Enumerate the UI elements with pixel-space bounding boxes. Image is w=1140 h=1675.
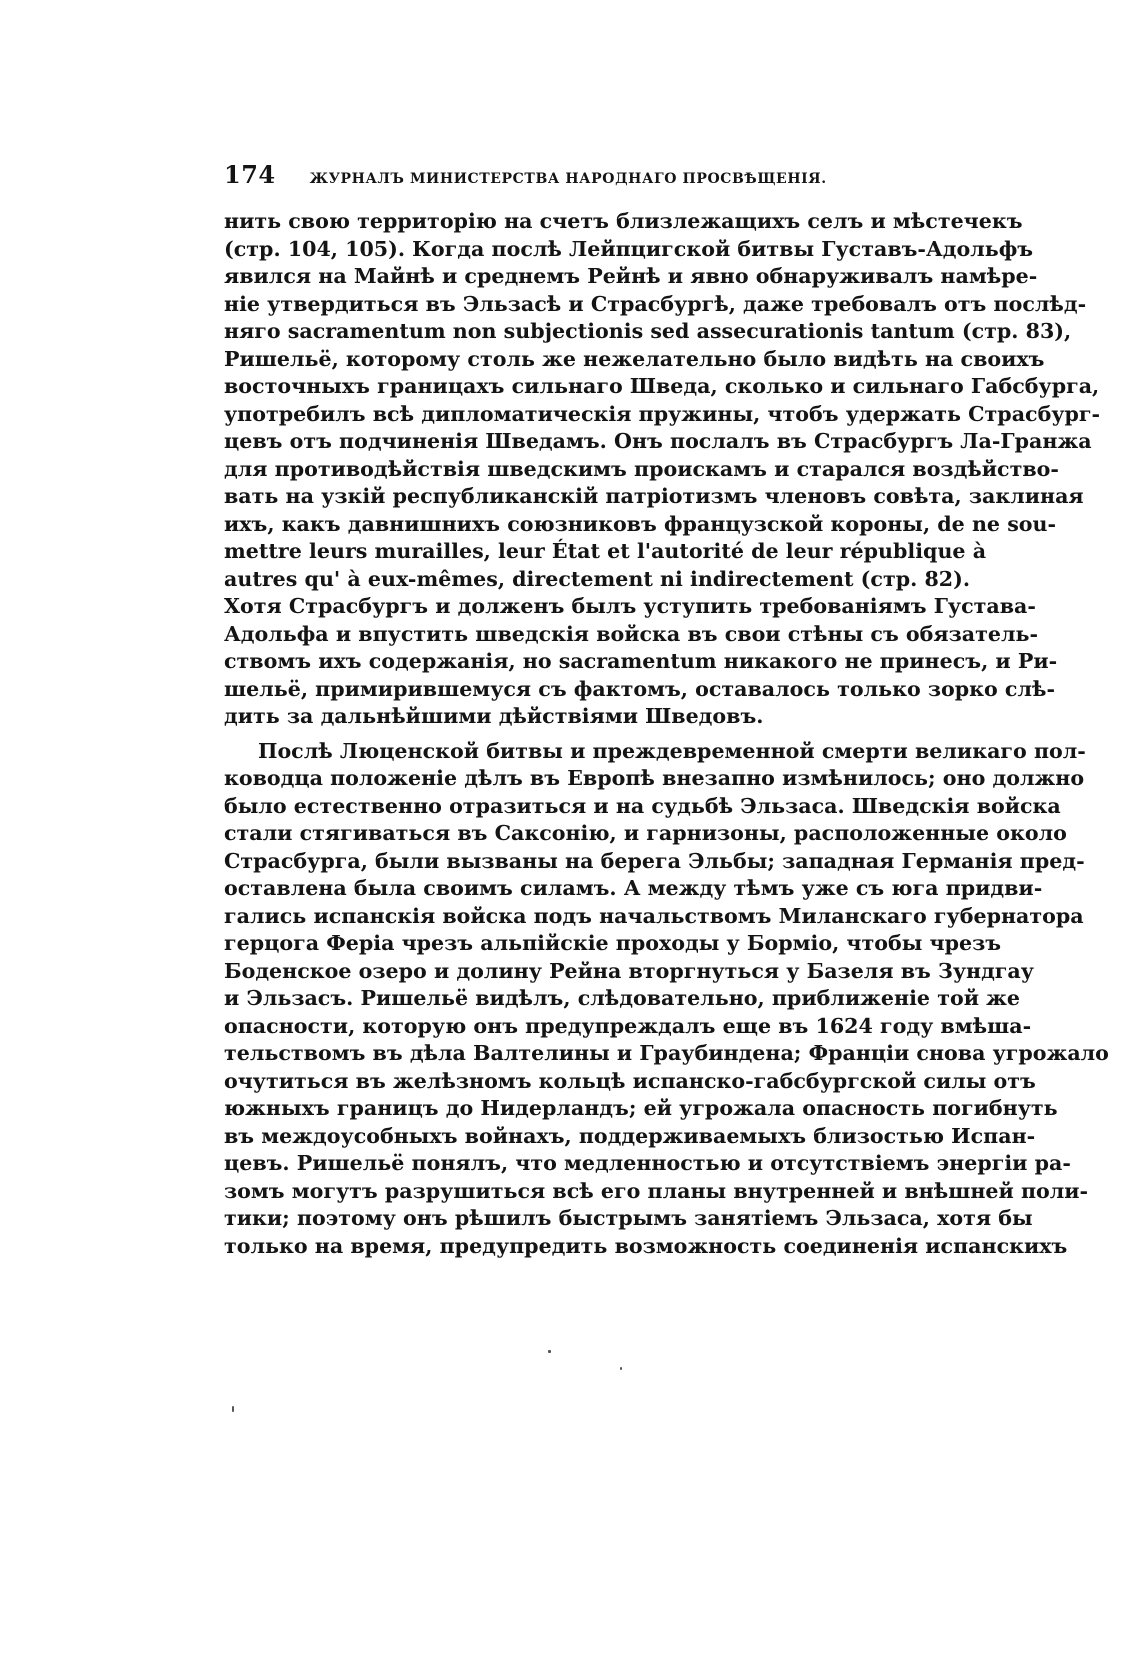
paragraph-1 [224, 208, 1101, 731]
page-header [224, 160, 944, 200]
text-line: нить свою территорію на счетъ близлежащихъ селъ и мѣстечекъ [224, 209, 1023, 233]
text-line: mettre leurs murailles, leur État et l'autorité de leur république à [224, 539, 987, 563]
text-line: явился на Майнѣ и среднемъ Рейнѣ и явно обнаруживалъ намѣре- [224, 264, 1038, 288]
text-line: опасности, которую онъ предупреждалъ еще въ 1624 году вмѣша- [224, 1013, 1032, 1038]
text-line: цевъ. Ришельё понялъ, что медленностью и отсутствіемъ энергіи ра- [224, 1151, 1071, 1175]
text-line: южныхъ границъ до Нидерландъ; ей угрожала опасность погибнуть [224, 1096, 1058, 1120]
text-line: ихъ, какъ давнишнихъ союзниковъ французской короны, de ne sou- [224, 511, 1057, 536]
scan-speck [620, 1367, 622, 1370]
text-line: цевъ отъ подчиненія Шведамъ. Онъ послалъ въ Страсбургъ Ла-Гранжа [224, 429, 1092, 453]
page-number: 174 [224, 160, 276, 189]
text-line: герцога Феріа чрезъ альпійскіе проходы у Борміо, чтобы чрезъ [224, 931, 1002, 955]
text-line: восточныхъ границахъ сильнаго Шведа, сколько и сильнаго Габсбурга, [224, 374, 1100, 398]
text-line: тики; поэтому онъ рѣшилъ быстрымъ занятіемъ Эльзаса, хотя бы [224, 1206, 1033, 1230]
text-line: шельё, примирившемуся съ фактомъ, оставалось только зорко слѣ- [224, 676, 1056, 701]
scan-speck [548, 1350, 551, 1353]
text-line: дить за дальнѣйшими дѣйствіями Шведовъ. [224, 704, 764, 728]
text-line: вать на узкій республиканскій патріотизмъ членовъ совѣта, заклиная [224, 484, 1084, 508]
text-line: тельствомъ въ дѣла Валтелины и Граубиндена; Франціи снова угрожало [224, 1041, 1109, 1065]
text-line: очутиться въ желѣзномъ кольцѣ испанско-габсбургской силы отъ [224, 1068, 1036, 1093]
text-line: (стр. 104, 105). Когда послѣ Лейпцигской битвы Густавъ-Адольфъ [224, 236, 1034, 261]
text-line: няго sacramentum non subjectionis sed assecurationis tantum (стр. 83), [224, 319, 1072, 343]
text-line: Адольфа и впустить шведскія войска въ свои стѣны съ обязатель- [224, 621, 1038, 646]
text-line: для противодѣйствія шведскимъ проискамъ и старался воздѣйство- [224, 456, 1059, 481]
paragraph-2 [224, 738, 1109, 1261]
scan-speck [232, 1406, 234, 1412]
text-line: ствомъ ихъ содержанія, но sacramentum никакого не принесъ, и Ри- [224, 649, 1058, 673]
text-line: Послѣ Люценской битвы и преждевременной смерти великаго пол- [258, 738, 1086, 763]
text-line: Хотя Страсбургъ и долженъ былъ уступить требованіямъ Густава- [224, 594, 1036, 618]
text-line: Ришельё, которому столь же нежелательно было видѣть на своихъ [224, 346, 1045, 371]
text-line: употребилъ всѣ дипломатическія пружины, чтобъ удержать Страсбург- [224, 401, 1101, 426]
text-line: только на время, предупредить возможность соединенія испанскихъ [224, 1233, 1068, 1258]
text-line: гались испанскія войска подъ начальствомъ Миланскаго губернатора [224, 903, 1084, 928]
text-line: зомъ могутъ разрушиться всѣ его планы внутренней и внѣшней поли- [224, 1178, 1089, 1203]
text-line: Страсбурга, были вызваны на берега Эльбы; западная Германія пред- [224, 848, 1085, 873]
text-line: было естественно отразиться и на судьбѣ Эльзаса. Шведскія войска [224, 793, 1061, 818]
text-line: стали стягиваться въ Саксонію, и гарнизоны, расположенные около [224, 821, 1067, 845]
paragraph-gap [224, 731, 924, 738]
running-title: ЖУРНАЛЪ МИНИСТЕРСТВА НАРОДНАГО ПРОСВѢЩЕНІЯ. [309, 171, 827, 187]
body-text [224, 208, 1109, 1260]
text-line: ніе утвердиться въ Эльзасѣ и Страсбургѣ, даже требовалъ отъ послѣд- [224, 291, 1087, 316]
text-line: Боденское озеро и долину Рейна вторгнуться у Базеля въ Зундгау [224, 958, 1034, 983]
text-line: и Эльзасъ. Ришельё видѣлъ, слѣдовательно, приближеніе той же [224, 986, 1021, 1010]
text-line: въ междоусобныхъ войнахъ, поддерживаемыхъ близостью Испан- [224, 1123, 1036, 1148]
text-line: оставлена была своимъ силамъ. А между тѣмъ уже съ юга придви- [224, 876, 1043, 900]
text-line: ководца положеніе дѣлъ въ Европѣ внезапно измѣнилось; оно должно [224, 766, 1085, 790]
text-line: autres qu' à eux-mêmes, directement ni indirectement (стр. 82). [224, 566, 971, 591]
